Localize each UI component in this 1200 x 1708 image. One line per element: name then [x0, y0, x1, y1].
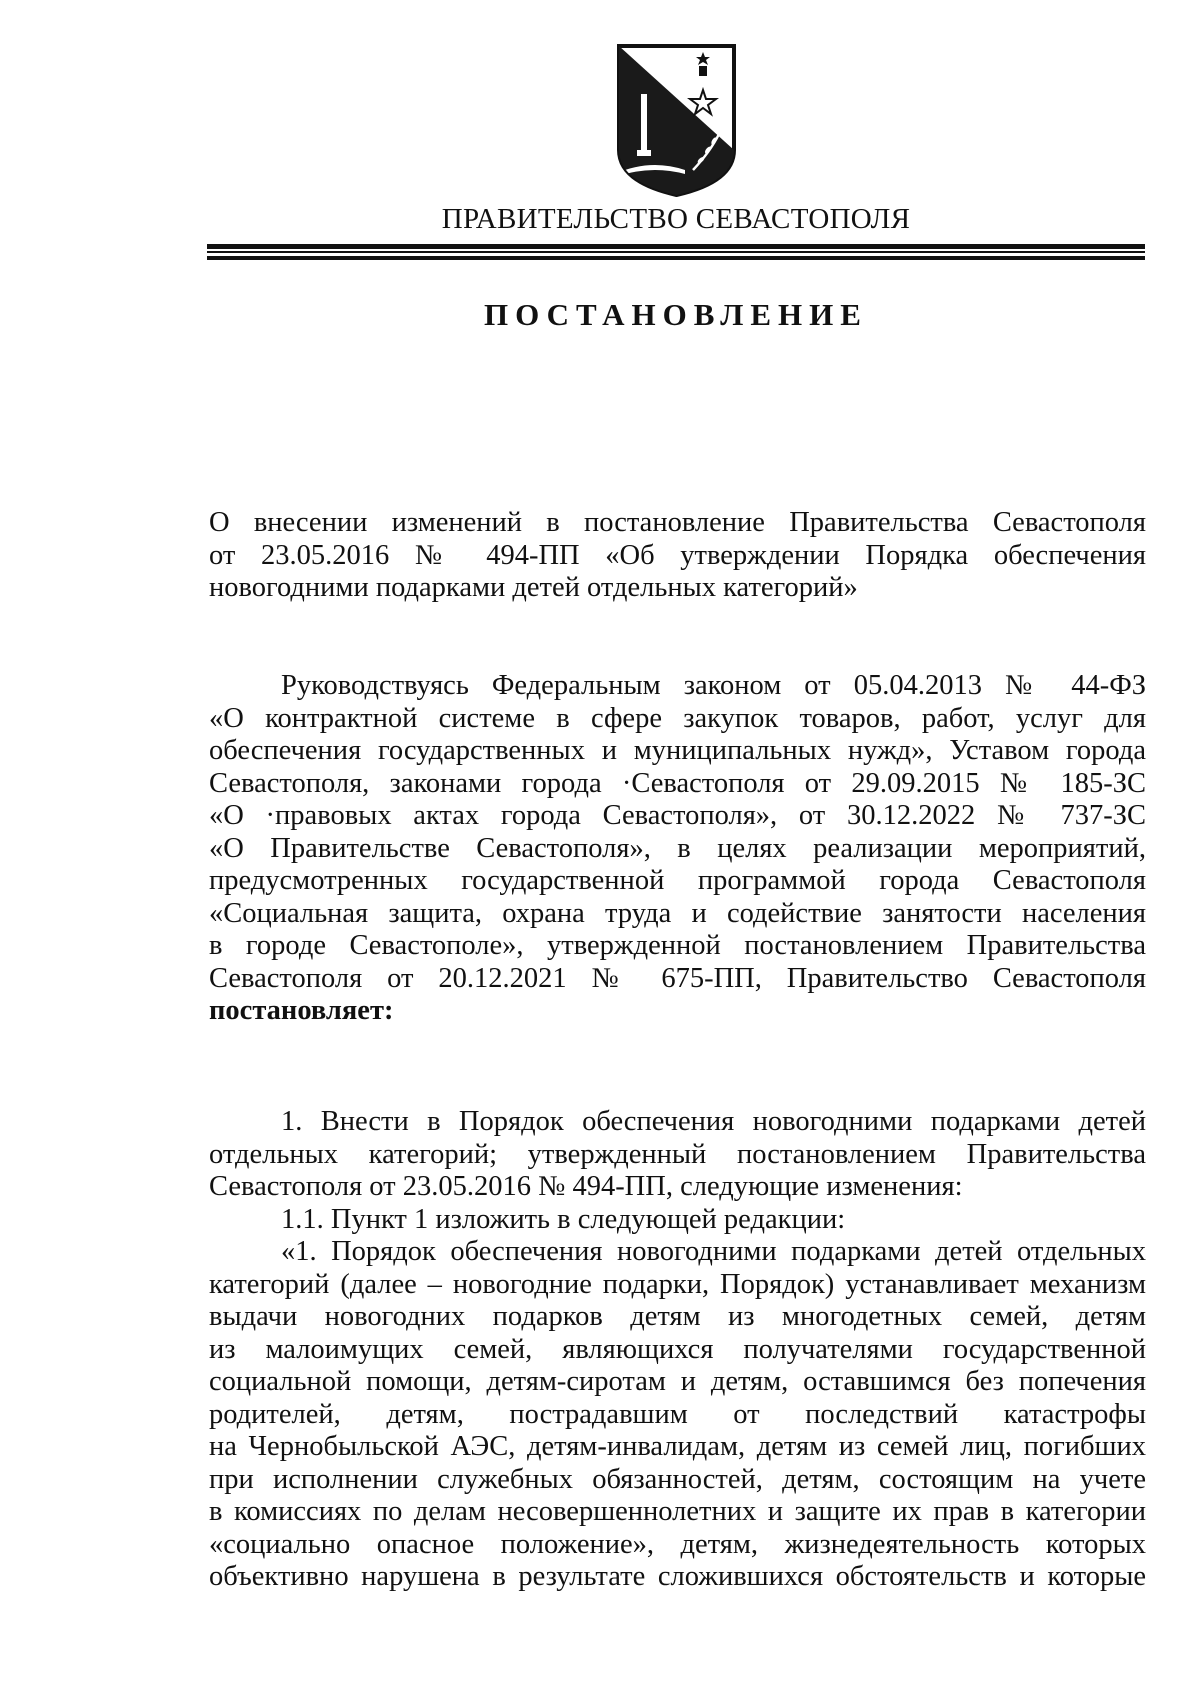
subject-line: новогодними подарками детей отдельных категорий» — [209, 572, 858, 603]
subject-line: от 23.05.2016 № 494-ПП «Об утверждении Порядка обеспечения — [209, 539, 1146, 571]
quoted-text-line: выдачи новогодних подарков детям из многодетных семей, детям — [209, 1301, 1146, 1332]
header-rule-bottom — [207, 256, 1145, 260]
document-type-heading: ПОСТАНОВЛЕНИЕ — [484, 297, 868, 332]
document-subject — [209, 507, 1146, 605]
subject-line: О внесении изменений в постановление Правительства Севастополя — [209, 507, 1146, 538]
organization-title: ПРАВИТЕЛЬСТВО СЕВАСТОПОЛЯ — [441, 203, 911, 235]
item-1-line: 1. Внести в Порядок обеспечения новогодними подарками детей — [281, 1106, 1146, 1137]
quoted-text-line: в комиссиях по делам несовершеннолетних и защите их прав в категории — [209, 1496, 1146, 1527]
quoted-text-line: «1. Порядок обеспечения новогодними подарками детей отдельных — [281, 1236, 1146, 1267]
preamble-line: в городе Севастополе», утвержденной постановлением Правительства — [209, 930, 1146, 961]
header-rule-thin — [207, 251, 1145, 253]
quoted-text-line: «социально опасное положение», детям, жизнедеятельность которых — [209, 1528, 1146, 1560]
item-1-1-line: 1.1. Пункт 1 изложить в следующей редакции: — [281, 1203, 846, 1235]
item-1-paragraph — [209, 1106, 1146, 1594]
preamble-line: «О ·правовых актах города Севастополя», от 30.12.2022 № 737-ЗС — [209, 800, 1146, 831]
quoted-text-line: социальной помощи, детям-сиротам и детям, оставшимся без попечения — [209, 1366, 1146, 1397]
preamble-line: предусмотренных государственной программой города Севастополя — [209, 865, 1146, 896]
quoted-text-line: категорий (далее – новогодние подарки, Порядок) устанавливает механизм — [209, 1268, 1146, 1300]
sevastopol-coat-of-arms-emblem — [615, 42, 738, 199]
preamble-line: Руководствуясь Федеральным законом от 05.04.2013 № 44-ФЗ — [281, 670, 1146, 701]
preamble-paragraph — [209, 670, 1146, 1028]
preamble-line: обеспечения государственных и муниципальных нужд», Уставом города — [209, 735, 1146, 766]
header-rule-thick — [207, 244, 1145, 249]
quoted-text-line: при исполнении служебных обязанностей, детям, состоящим на учете — [209, 1463, 1146, 1495]
preamble-line: «О контрактной системе в сфере закупок товаров, работ, услуг для — [209, 702, 1146, 734]
item-1-line: Севастополя от 23.05.2016 № 494-ПП, следующие изменения: — [209, 1171, 963, 1202]
preamble-line: Севастополя, законами города ·Севастополя от 29.09.2015 № 185-ЗС — [209, 767, 1146, 799]
item-1-line: отдельных категорий; утвержденный постановлением Правительства — [209, 1138, 1146, 1170]
preamble-line: Севастополя от 20.12.2021 № 675-ПП, Правительство Севастополя — [209, 962, 1146, 994]
quoted-text-line: объективно нарушена в результате сложившихся обстоятельств и которые — [209, 1561, 1146, 1592]
quoted-text-line: из малоимущих семей, являющихся получателями государственной — [209, 1333, 1146, 1365]
resolution-verb: постановляет: — [209, 995, 394, 1026]
quoted-text-line: родителей, детям, пострадавшим от последствий катастрофы — [209, 1398, 1146, 1430]
quoted-text-line: на Чернобыльской АЭС, детям-инвалидам, детям из семей лиц, погибших — [209, 1431, 1146, 1462]
preamble-line: «Социальная защита, охрана труда и содействие занятости населения — [209, 897, 1146, 929]
preamble-line: «О Правительстве Севастополя», в целях реализации мероприятий, — [209, 832, 1146, 864]
